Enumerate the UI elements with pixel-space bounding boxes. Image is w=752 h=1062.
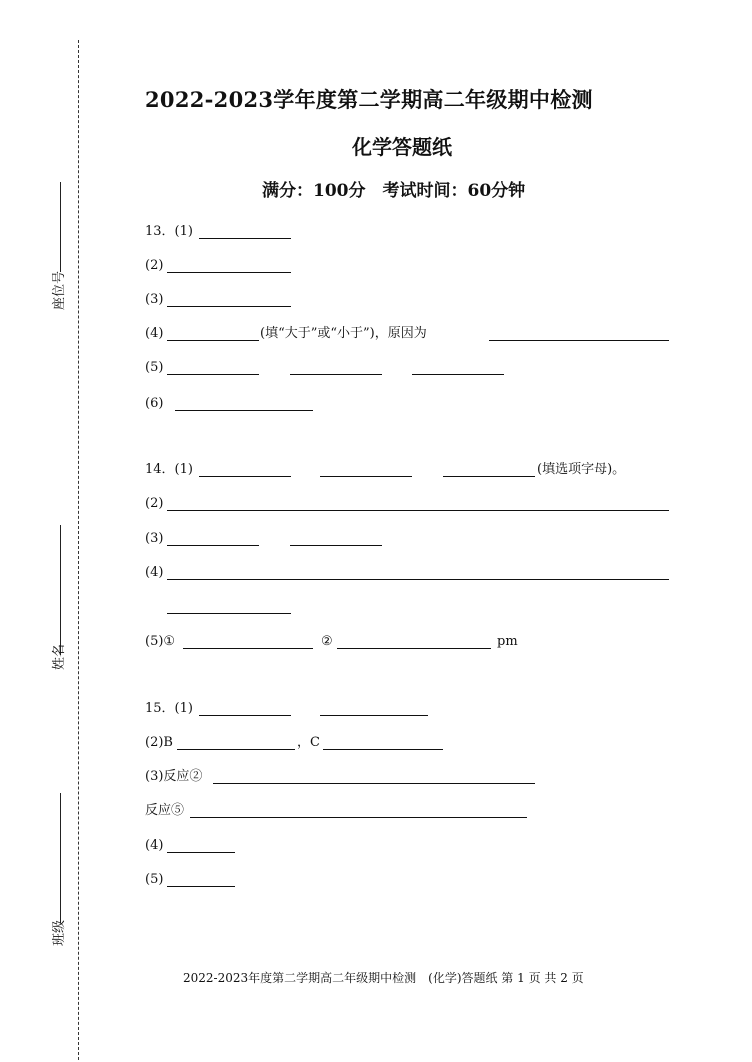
q14-part4	[145, 563, 675, 583]
q14-4-blank-b[interactable]	[167, 613, 291, 614]
q15-3-blank-a[interactable]	[213, 783, 535, 784]
q13-3-blank[interactable]	[167, 306, 291, 307]
q14-part3	[145, 529, 675, 549]
q13-5-blank-a[interactable]	[167, 374, 259, 375]
seat-number-line	[60, 182, 61, 272]
q13-part3	[145, 290, 675, 310]
q14-3-blank-a[interactable]	[167, 545, 259, 546]
q13-part4	[145, 324, 675, 344]
q14-3-blank-b[interactable]	[290, 545, 382, 546]
q15-part3-b	[145, 801, 675, 821]
q13-4-blank-b[interactable]	[489, 340, 669, 341]
q13-part4-label: (4)	[145, 326, 164, 341]
q15-part2-sep: ，C	[297, 735, 320, 750]
q15-part2-label: (2)B	[145, 735, 173, 750]
q15-part4-label: (4)	[145, 838, 164, 853]
q15-part4	[145, 836, 675, 856]
cut-line	[78, 40, 79, 1060]
q13-part4-note: (填“大于”或“小于”)，原因为	[260, 326, 427, 341]
q14-part4-label: (4)	[145, 565, 164, 580]
q14-part2	[145, 494, 675, 514]
q15-part3	[145, 767, 675, 787]
q13-5-blank-b[interactable]	[290, 374, 382, 375]
q13-part6-label: (6)	[145, 396, 164, 411]
exam-info: 满分：100分 考试时间：60分钟	[262, 181, 526, 201]
q15-4-blank[interactable]	[167, 852, 235, 853]
q14-4-blank-a[interactable]	[167, 579, 669, 580]
q14-1-blank-b[interactable]	[320, 476, 412, 477]
q14-part1-note: (填选项字母)。	[537, 462, 626, 477]
q14-part5	[145, 632, 675, 652]
q14-part1	[145, 460, 675, 480]
q15-2-blank-c[interactable]	[323, 749, 443, 750]
q13-4-blank-a[interactable]	[167, 340, 259, 341]
exam-title: 2022-2023学年度第二学期高二年级期中检测	[145, 87, 593, 112]
q14-1-blank-a[interactable]	[199, 476, 291, 477]
q13-part1	[145, 222, 675, 242]
q13-part5	[145, 358, 675, 378]
q13-5-blank-c[interactable]	[412, 374, 504, 375]
q15-part5-label: (5)	[145, 872, 164, 887]
q14-1-blank-c[interactable]	[443, 476, 535, 477]
q13-1-blank[interactable]	[199, 238, 291, 239]
class-line	[60, 793, 61, 923]
class-label: 班级	[52, 919, 67, 946]
q15-1-blank-b[interactable]	[320, 715, 428, 716]
q13-6-blank[interactable]	[175, 410, 313, 411]
q13-part1-label: 13．(1)	[145, 224, 193, 239]
sheet-title: 化学答题纸	[352, 135, 452, 159]
q14-part4-cont	[145, 597, 675, 617]
q15-part1-label: 15．(1)	[145, 701, 193, 716]
page-footer: 2022-2023年度第二学期高二年级期中检测 (化学)答题纸 第 1 页 共 2 页	[183, 971, 584, 985]
q15-3-blank-b[interactable]	[190, 817, 527, 818]
q14-part1-label: 14．(1)	[145, 462, 193, 477]
q15-2-blank-b[interactable]	[177, 749, 295, 750]
q14-2-blank[interactable]	[167, 510, 669, 511]
q14-part5-label: (5)①	[145, 634, 176, 649]
q15-1-blank-a[interactable]	[199, 715, 291, 716]
q13-2-blank[interactable]	[167, 272, 291, 273]
q13-part5-label: (5)	[145, 360, 164, 375]
q14-5-blank-a[interactable]	[183, 648, 313, 649]
name-label: 姓名	[52, 643, 67, 670]
q14-part5-unit: pm	[497, 634, 518, 649]
q15-5-blank[interactable]	[167, 886, 235, 887]
seat-number-label: 座位号	[52, 270, 67, 310]
q13-part6	[145, 394, 675, 414]
q14-5-blank-b[interactable]	[337, 648, 491, 649]
q13-part3-label: (3)	[145, 292, 164, 307]
q15-part3-label: (3)反应②	[145, 769, 203, 784]
q14-part5-label-b: ②	[321, 634, 333, 649]
q15-part3b-label: 反应⑤	[145, 803, 185, 818]
q14-part3-label: (3)	[145, 531, 164, 546]
q15-part5	[145, 870, 675, 890]
q15-part1	[145, 699, 675, 719]
q15-part2	[145, 733, 675, 753]
name-line	[60, 525, 61, 655]
q13-part2-label: (2)	[145, 258, 164, 273]
q14-part2-label: (2)	[145, 496, 164, 511]
q13-part2	[145, 256, 675, 276]
